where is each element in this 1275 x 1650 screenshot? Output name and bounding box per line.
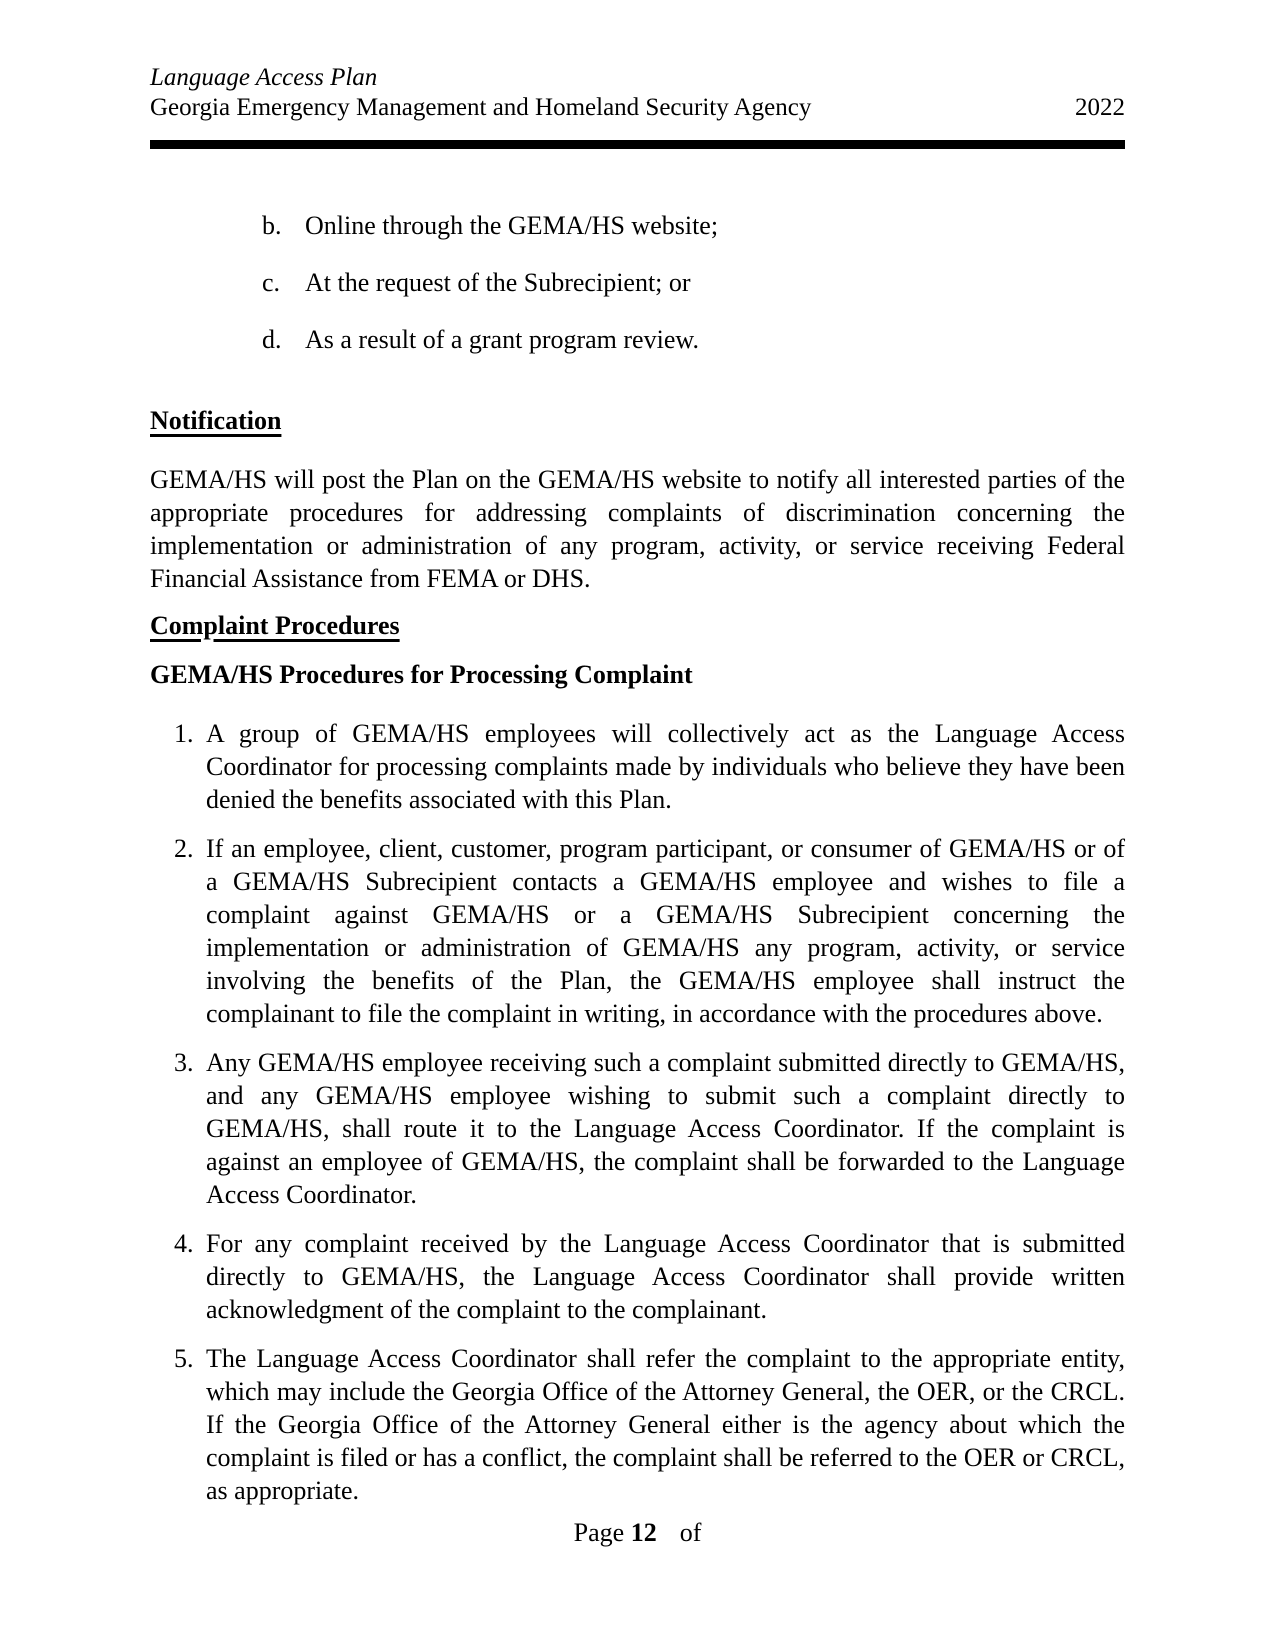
list-marker-b: b. <box>262 211 282 240</box>
step-text-5: The Language Access Coordinator shall refer the complaint to the appropriate entity, which may include the Georgia Office of the Attorney General, the OER, or the CRCL. If the Georgia Office of the Attorney General either is the agency about which the complaint is filed or has a conflict, the complaint shall be referred to the OER or CRCL, as appropriate. <box>206 1344 1125 1505</box>
list-text-c: At the request of the Subrecipient; or <box>305 268 691 297</box>
notification-heading: Notification <box>150 406 282 435</box>
list-item-b <box>150 209 1125 242</box>
list-marker-d: d. <box>262 325 282 354</box>
step-text-2: If an employee, client, customer, program participant, or consumer of GEMA/HS or of a GEMA/HS Subrecipient contacts a GEMA/HS employee and wishes to file a complaint against GEMA/HS or a GEMA/HS Subrecipient concerning the implementation or administration of GEMA/HS any program, activity, or service involving the benefits of the Plan, the GEMA/HS employee shall instruct the complainant to file the complaint in writing, in accordance with the procedures above. <box>206 834 1125 1028</box>
header-year: 2022 <box>1075 94 1125 121</box>
header-agency-row <box>150 93 1125 123</box>
agency-name: Georgia Emergency Management and Homeland Security Agency <box>150 94 812 121</box>
step-marker-5: 5. <box>174 1344 194 1373</box>
list-text-d: As a result of a grant program review. <box>305 325 699 354</box>
footer-page-number: 12 <box>630 1518 657 1547</box>
step-text-1: A group of GEMA/HS employees will collectively act as the Language Access Coordinator for processing complaints made by individuals who believe they have been denied the benefits associated with this Plan. <box>206 719 1125 814</box>
step-marker-4: 4. <box>174 1229 194 1258</box>
list-marker-c: c. <box>262 268 281 297</box>
complaint-step-4 <box>150 1227 1125 1326</box>
list-text-b: Online through the GEMA/HS website; <box>305 211 719 240</box>
footer-page-label: Page <box>573 1518 625 1547</box>
complaint-step-5 <box>150 1342 1125 1507</box>
step-marker-1: 1. <box>174 719 194 748</box>
step-text-3: Any GEMA/HS employee receiving such a complaint submitted directly to GEMA/HS, and any GEMA/HS employee wishing to submit such a complaint directly to GEMA/HS, shall route it to the Language Access Coordinator. If the complaint is against an employee of GEMA/HS, the complaint shall be forwarded to the Language Access Coordinator. <box>206 1048 1125 1209</box>
header-rule <box>150 140 1125 149</box>
footer-of-label: of <box>679 1518 702 1547</box>
complaint-step-2 <box>150 832 1125 1030</box>
step-marker-2: 2. <box>174 834 194 863</box>
plan-availability-list <box>150 209 1125 356</box>
list-item-d <box>150 323 1125 356</box>
complaint-step-1 <box>150 717 1125 816</box>
complaint-step-3 <box>150 1046 1125 1211</box>
document-title: Language Access Plan <box>150 64 378 91</box>
complaint-steps-list <box>150 717 1125 1507</box>
step-text-4: For any complaint received by the Language Access Coordinator that is submitted directly to GEMA/HS, the Language Access Coordinator shall provide written acknowledgment of the complaint to the complainant. <box>206 1229 1125 1324</box>
complaint-procedures-heading: Complaint Procedures <box>150 611 400 640</box>
page-header <box>150 63 1125 149</box>
step-marker-3: 3. <box>174 1048 194 1077</box>
processing-complaint-subheading: GEMA/HS Procedures for Processing Complaint <box>150 660 693 689</box>
list-item-c <box>150 266 1125 299</box>
page-footer <box>0 1516 1275 1549</box>
notification-paragraph: GEMA/HS will post the Plan on the GEMA/HS website to notify all interested parties of the appropriate procedures for addressing complaints of discrimination concerning the implementation or administration of any program, activity, or service receiving Federal Financial Assistance from FEMA or DHS. <box>150 465 1125 593</box>
